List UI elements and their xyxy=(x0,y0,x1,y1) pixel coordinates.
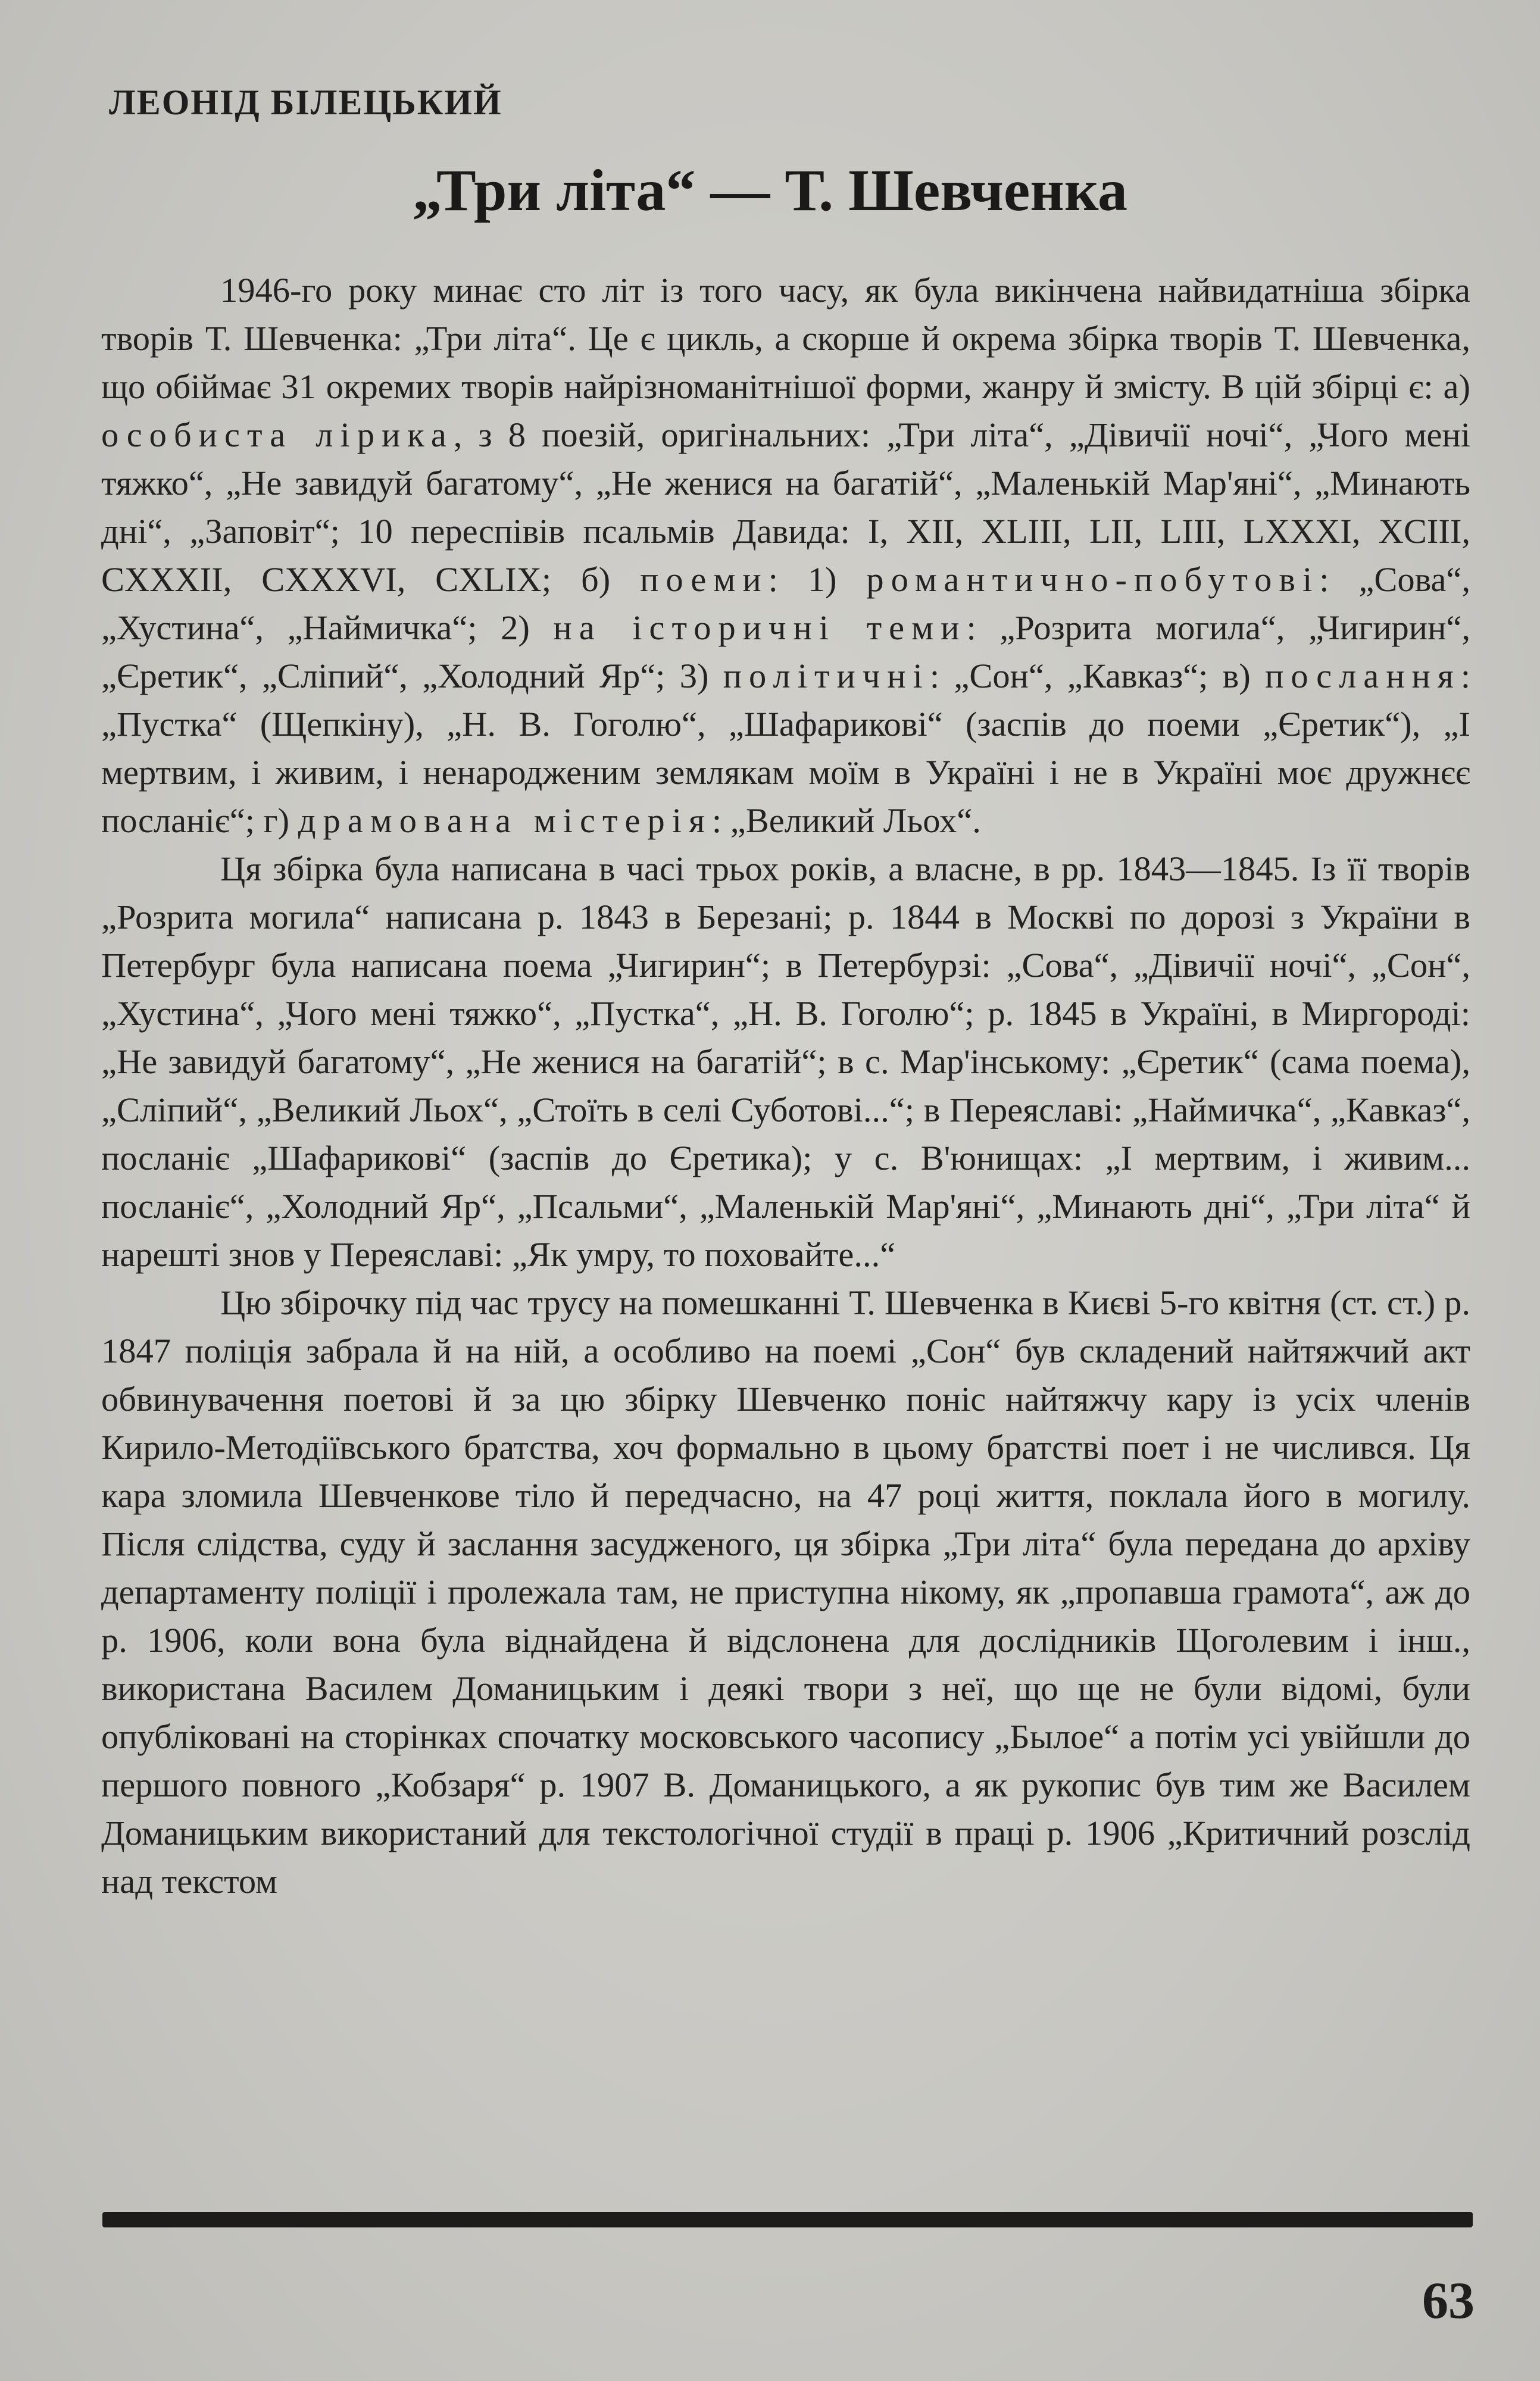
article-body xyxy=(101,266,1470,1905)
spaced-term: особиста лірика xyxy=(101,415,454,454)
bottom-rule xyxy=(102,2212,1473,2227)
paragraph-1: 1946-го року минає сто літ із того часу, як була викінчена найвидатніша збірка творів Т. Шевченка: „Три літа“. Це є цикль, а скорше й окрема збірка творів Т. Шевченка, що обіймає 31 окремих творів найрізноманітнішої форми, жанру й змісту. В цій збірці є: а) особиста лірика, з 8 поезій, оригінальних: „Три літа“, „Дівичії ночі“, „Чого мені тяжко“, „Не завидуй багатому“, „Не женися на багатій“, „Маленькій Мар'яні“, „Минають дні“, „Заповіт“; 10 переспівів псальмів Давида: I, XII, XLIII, LII, LIII, LXXXI, XCIII, CXXXII, CXXXVI, CXLIX; б) поеми: 1) романтично-побутові: „Сова“, „Хустина“, „Наймичка“; 2) на історичні теми: „Розрита могила“, „Чигирин“, „Єретик“, „Сліпий“, „Холодний Яр“; 3) політичні: „Сон“, „Кавказ“; в) послання: „Пустка“ (Щепкіну), „Н. В. Гоголю“, „Шафарикові“ (заспів до поеми „Єретик“), „І мертвим, і живим, і ненародженим землякам моїм в Україні і не в Україні моє дружнєє посланіє“; г) драмована містерія: „Великий Льох“. xyxy=(101,271,1470,840)
spaced-term: драмована містерія xyxy=(298,801,712,840)
author-name: ЛЕОНІД БІЛЕЦЬКИЙ xyxy=(109,83,502,122)
spaced-term: політичні xyxy=(723,657,930,695)
spaced-term: послання xyxy=(1265,657,1461,695)
article-title: „Три літа“ — Т. Шевченка xyxy=(413,157,1127,223)
spaced-term: поеми xyxy=(640,560,769,599)
spaced-term: на історичні теми xyxy=(553,608,967,647)
paragraph-3: Цю збірочку під час трусу на помешканні Т. Шевченка в Києві 5-го квітня (ст. ст.) р. 1847 поліція забрала й на ній, а особливо на поемі „Сон“ був складений найтяжчий акт обвинувачення поетові й за цю збірку Шевченко поніс найтяжчу кару із усіх членів Кирило-Методіївського братства, хоч формально в цьому братстві поет і не числився. Ця кара зломила Шевченкове тіло й передчасно, на 47 році життя, поклала його в могилу. Після слідства, суду й заслання засудженого, ця збірка „Три літа“ була передана до архіву департаменту поліції і пролежала там, не приступна нікому, як „пропавша грамота“, аж до р. 1906, коли вона була віднайдена й відслонена для дослідників Щоголевим і інш., використана Василем Доманицьким і деякі твори з неї, що ще не були відомі, були опубліковані на сторінках спочатку московського часопису „Былое“ а потім усі увійшли до першого повного „Кобзаря“ р. 1907 В. Доманицького, а як рукопис був тим же Василем Доманицьким використаний для текстологічної студії в праці р. 1906 „Критичний розслід над текстом xyxy=(101,1283,1470,1901)
page-number: 63 xyxy=(1422,2272,1475,2330)
spaced-term: романтично-побутові xyxy=(866,560,1320,599)
paragraph-2: Ця збірка була написана в часі трьох років, а власне, в рр. 1843—1845. Із її творів „Розрита могила“ написана р. 1843 в Березані; р. 1844 в Москві по дорозі з України в Петербург була написана поема „Чигирин“; в Петербурзі: „Сова“, „Дівичії ночі“, „Сон“, „Хустина“, „Чого мені тяжко“, „Пустка“, „Н. В. Гоголю“; р. 1845 в Україні, в Миргороді: „Не завидуй багатому“, „Не женися на багатій“; в с. Мар'інському: „Єретик“ (сама поема), „Сліпий“, „Великий Льох“, „Стоїть в селі Суботові...“; в Переяславі: „Наймичка“, „Кавказ“, посланіє „Шафарикові“ (заспів до Єретика); у с. В'юнищах: „І мертвим, і живим... посланіє“, „Холодний Яр“, „Псальми“, „Маленькій Мар'яні“, „Минають дні“, „Три літа“ й нарешті знов у Переяславі: „Як умру, то поховайте...“ xyxy=(101,849,1470,1274)
